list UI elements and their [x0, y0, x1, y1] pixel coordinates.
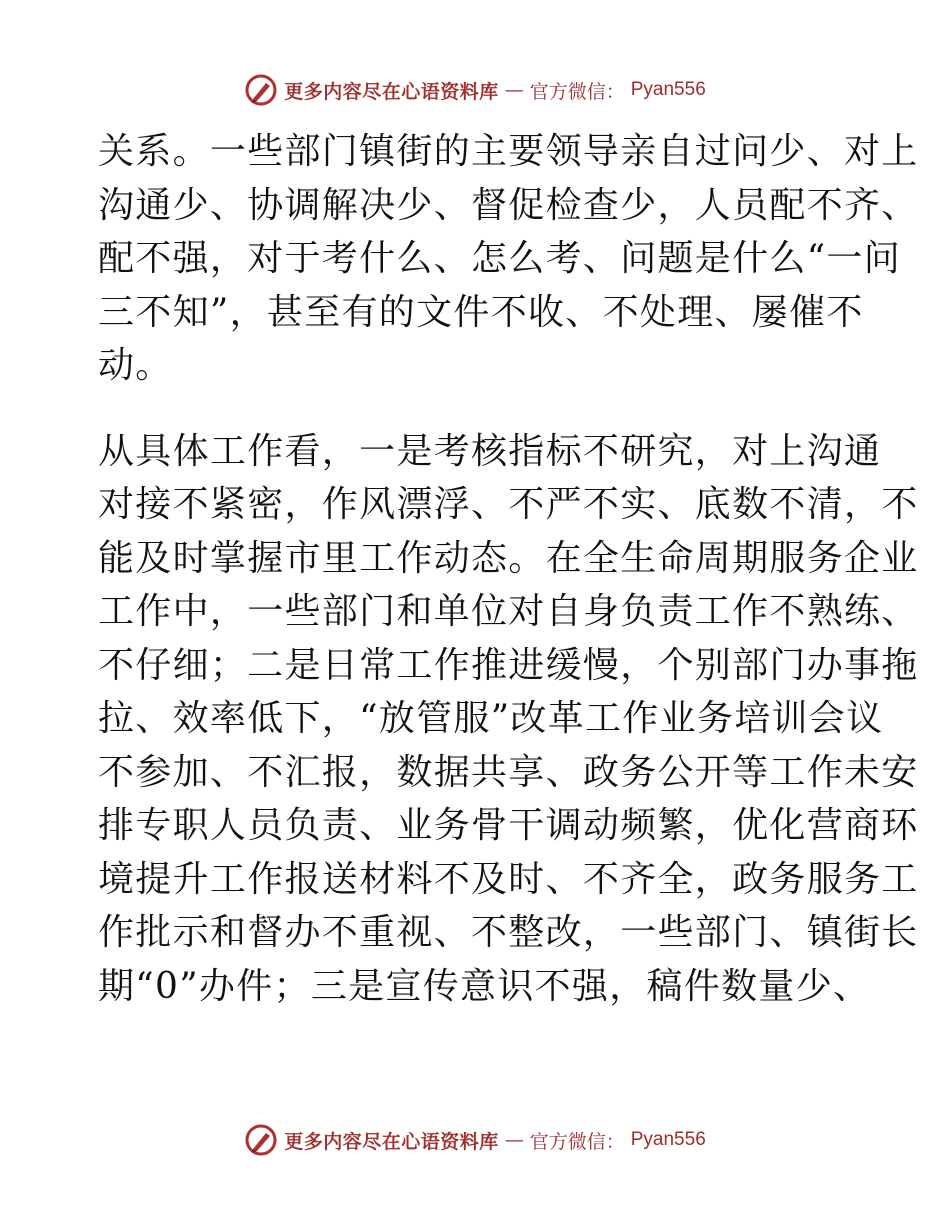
text-line: 不参加、不汇报，数据共享、政务公开等工作未安: [98, 751, 919, 793]
text-line: 工作中，一些部门和单位对自身负责工作不熟练、: [98, 591, 919, 632]
text-line: 作批示和督办不重视、不整改，一些部门、镇街长: [98, 912, 919, 953]
header-separator: —: [504, 79, 524, 101]
header-banner-text: 更多内容尽在心语资料库: [284, 80, 499, 103]
text-line: 沟通少、协调解决少、督促检查少，人员配不齐、: [98, 184, 919, 226]
text-line: 能及时掌握市里工作动态。在全生命周期服务企业: [98, 537, 919, 579]
footer-separator: —: [504, 1129, 524, 1151]
document-body: [98, 125, 919, 1013]
footer-banner: [0, 1120, 950, 1160]
paragraph-2: [98, 425, 919, 1014]
footer-wechat-label: 官方微信：: [529, 1130, 625, 1153]
pen-logo-icon: [244, 73, 278, 107]
header-wechat-id: Pyan556: [630, 79, 706, 100]
text-line: 期“0”办件；三是宣传意识不强，稿件数量少、: [98, 965, 871, 1007]
text-line: 配不强，对于考什么、怎么考、问题是什么“一问: [98, 238, 902, 279]
text-line: 从具体工作看，一是考核指标不研究，对上沟通: [98, 430, 882, 472]
text-line: 境提升工作报送材料不及时、不齐全，政务服务工: [98, 858, 919, 900]
paragraph-1: [98, 125, 919, 393]
text-line: 拉、效率低下，“放管服”改革工作业务培训会议: [98, 698, 884, 739]
text-line: 对接不紧密，作风漂浮、不严不实、底数不清，不: [98, 484, 919, 525]
text-line: 关系。一些部门镇街的主要领导亲自过问少、对上: [98, 131, 919, 172]
text-line: 不仔细；二是日常工作推进缓慢，个别部门办事拖: [98, 644, 919, 686]
text-line: 三不知”，甚至有的文件不收、不处理、屡催不: [98, 291, 864, 333]
text-line: 动。: [98, 345, 173, 386]
header-wechat-label: 官方微信：: [529, 80, 625, 103]
footer-banner-text: 更多内容尽在心语资料库: [284, 1130, 499, 1153]
paragraph-gap: [98, 393, 858, 425]
footer-wechat-id: Pyan556: [630, 1129, 706, 1150]
header-banner: [0, 70, 950, 110]
text-line: 排专职人员负责、业务骨干调动频繁，优化营商环: [98, 805, 919, 846]
pen-logo-icon: [244, 1123, 278, 1157]
